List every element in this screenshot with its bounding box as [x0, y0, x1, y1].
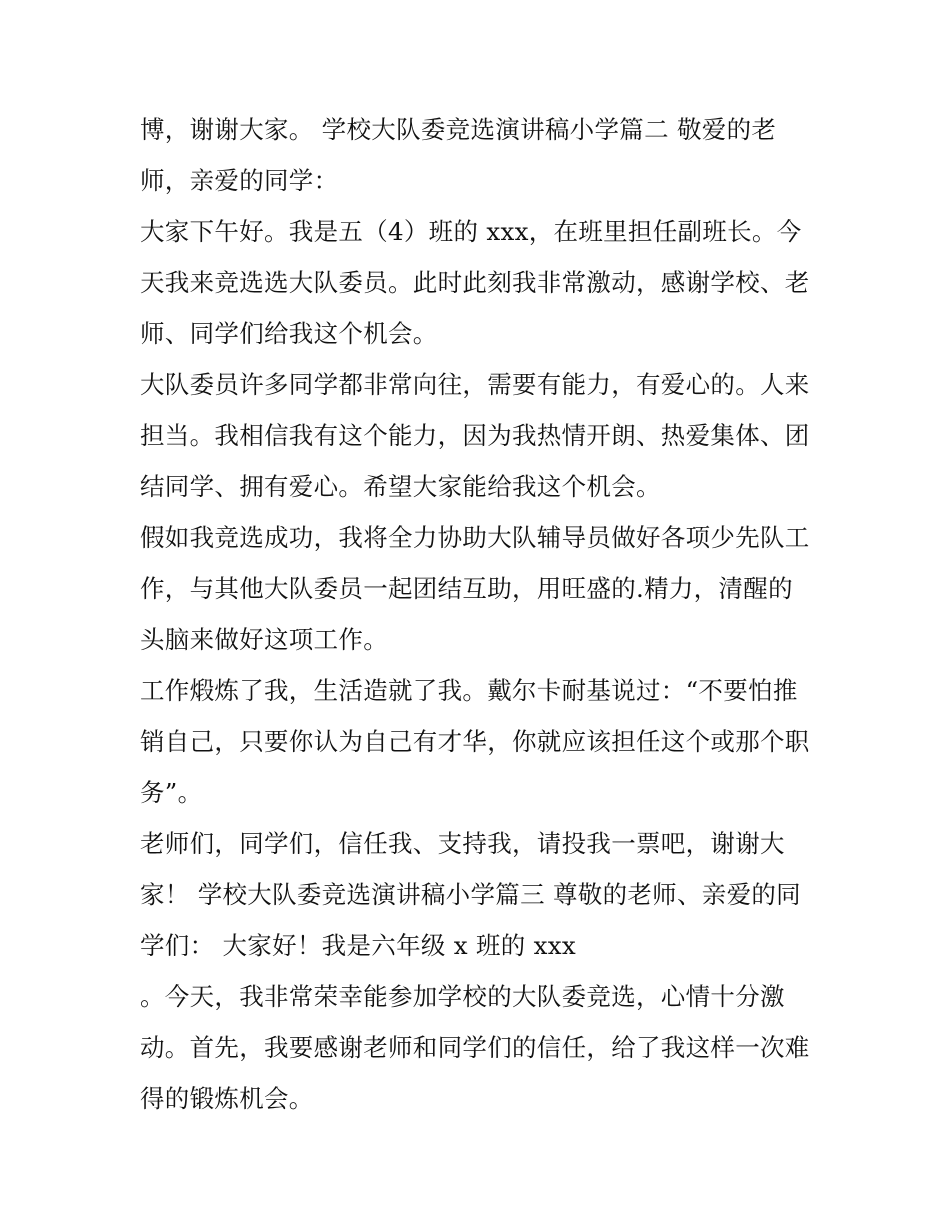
text-line: 天我来竞选选大队委员。此时此刻我非常激动，感谢学校、老: [140, 268, 810, 297]
text-line: 务”。: [140, 778, 203, 807]
text-line: 大队委员许多同学都非常向往，需要有能力，有爱心的。人来: [140, 370, 810, 399]
text-line: 结同学、拥有爱心。希望大家能给我这个机会。: [140, 472, 661, 501]
text-line: 得的锻炼机会。: [140, 1084, 314, 1113]
text-line: 家！ 学校大队委竞选演讲稿小学篇三 尊敬的老师、亲爱的同: [140, 880, 801, 909]
text-line: 师、同学们给我这个机会。: [140, 319, 438, 348]
text-line: 头脑来做好这项工作。: [140, 625, 388, 654]
text-line: 。今天，我非常荣幸能参加学校的大队委竞选，心情十分激: [140, 982, 785, 1011]
text-line: 动。首先，我要感谢老师和同学们的信任，给了我这样一次难: [140, 1033, 810, 1062]
text-line: 学们： 大家好！我是六年级 x 班的 xxx: [140, 931, 577, 960]
text-line: 师，亲爱的同学：: [140, 166, 339, 195]
text-line: 担当。我相信我有这个能力，因为我热情开朗、热爱集体、团: [140, 421, 810, 450]
text-line: 假如我竞选成功，我将全力协助大队辅导员做好各项少先队工: [140, 523, 810, 552]
text-line: 销自己，只要你认为自己有才华，你就应该担任这个或那个职: [140, 727, 810, 756]
text-line: 工作煅炼了我，生活造就了我。戴尔卡耐基说过：“不要怕推: [140, 676, 798, 705]
text-line: 作，与其他大队委员一起团结互助，用旺盛的.精力，清醒的: [140, 574, 793, 603]
text-line: 老师们，同学们，信任我、支持我，请投我一票吧，谢谢大: [140, 829, 785, 858]
text-line: 博，谢谢大家。 学校大队委竞选演讲稿小学篇二 敬爱的老: [140, 115, 777, 144]
text-line: 大家下午好。我是五（4）班的 xxx，在班里担任副班长。今: [140, 217, 802, 246]
document-body: [140, 104, 830, 1124]
